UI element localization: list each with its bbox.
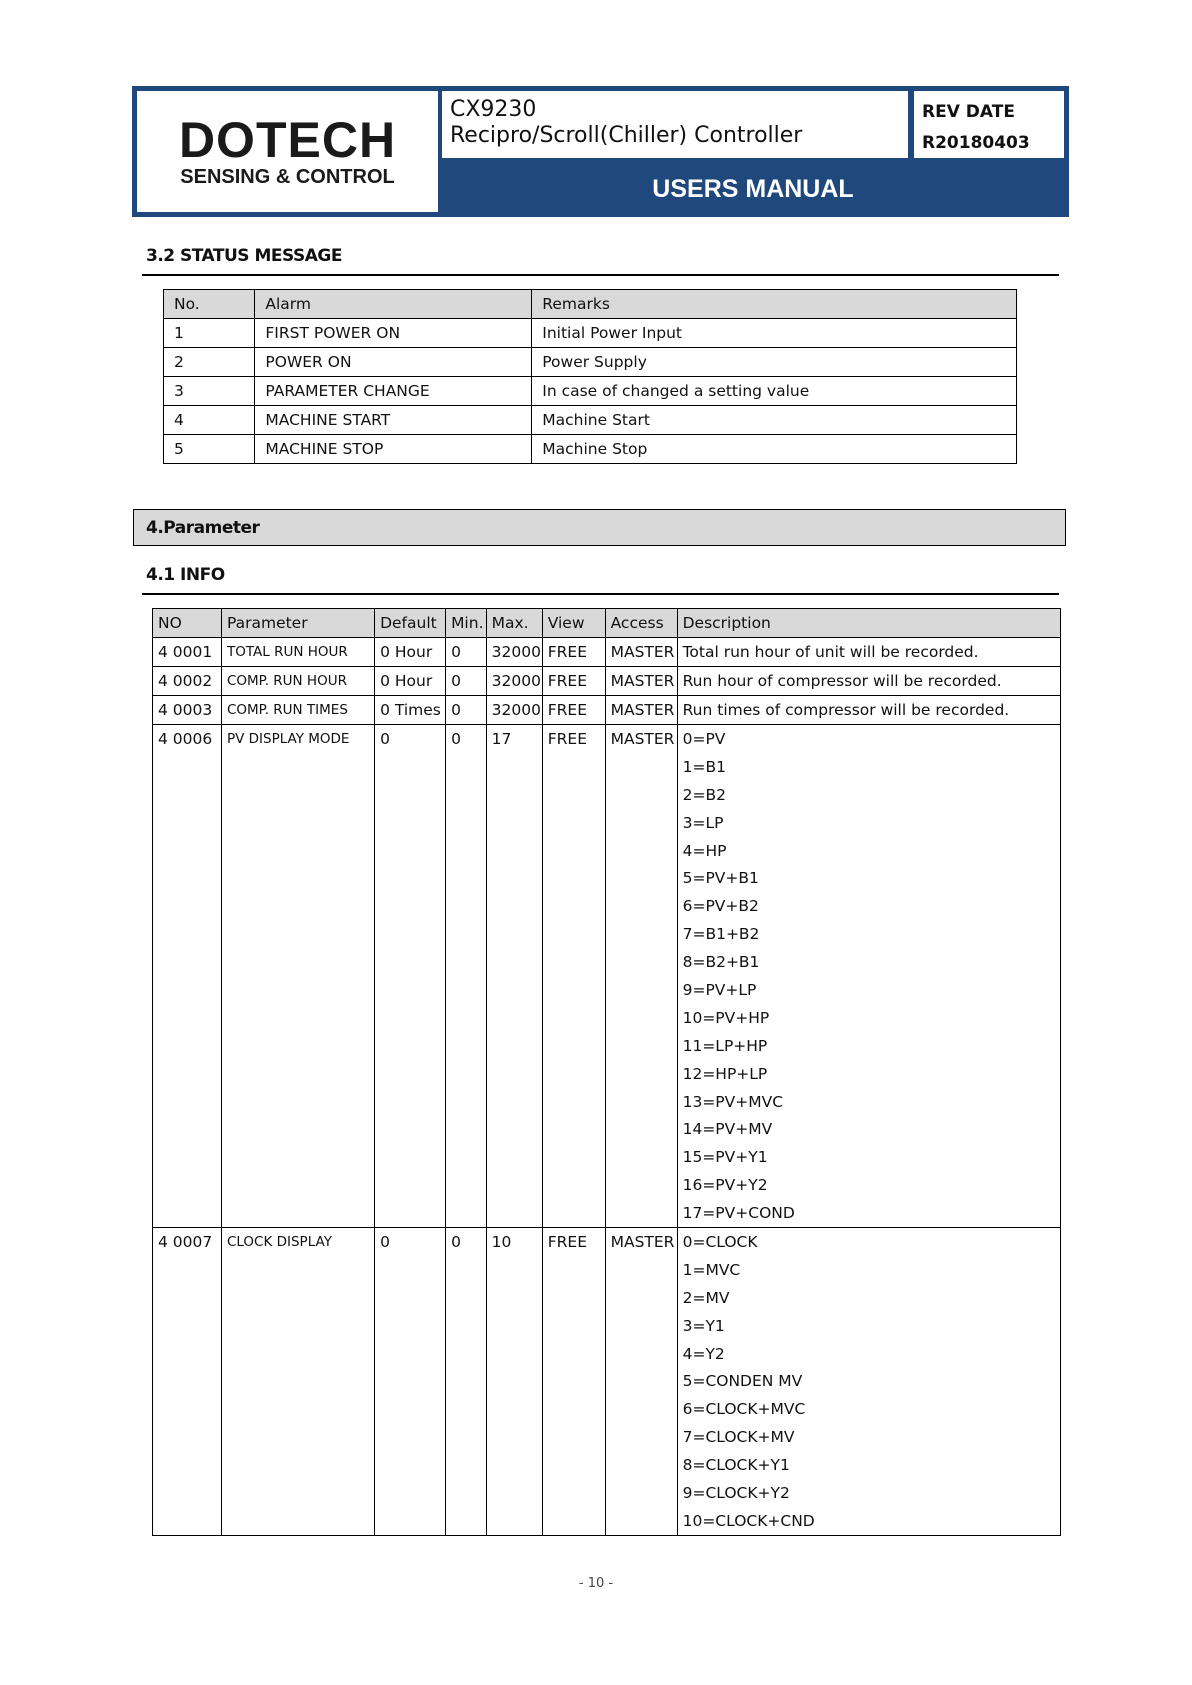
param-view: FREE [542,1228,605,1536]
description-line: 2=B2 [682,785,726,804]
param-default: 0 Times [375,696,446,725]
section-bar-parameter: 4.Parameter [133,509,1066,546]
param-name: PV DISPLAY MODE [221,725,374,1228]
table-cell: 1 [164,319,255,348]
section-heading-status: 3.2 STATUS MESSAGE [146,246,342,266]
section-heading-info: 4.1 INFO [146,565,225,585]
table-row [153,638,1061,667]
column-header: No. [164,290,255,319]
model-name: CX9230 [450,97,537,122]
description-line: 0=CLOCK [682,1233,758,1252]
param-access: MASTER [605,725,677,1228]
table-cell: 3 [164,377,255,406]
table-cell: Initial Power Input [532,319,1017,348]
table-row [164,348,1017,377]
param-description [677,667,1060,696]
param-view: FREE [542,725,605,1228]
description-line: Run times of compressor will be recorded. [682,701,1010,719]
title-box [442,91,908,158]
table-cell: 5 [164,435,255,464]
divider [142,274,1059,276]
param-description [677,725,1060,1228]
description-line: 10=CLOCK+CND [682,1511,815,1530]
param-description [677,696,1060,725]
column-header: Remarks [532,290,1017,319]
param-access: MASTER [605,667,677,696]
divider [142,593,1059,595]
description-line: 8=B2+B1 [682,953,760,972]
column-header: Parameter [221,609,374,638]
table-cell: Power Supply [532,348,1017,377]
description-line: 3=Y1 [682,1316,725,1335]
description-line: 2=MV [682,1288,730,1307]
table-cell: In case of changed a setting value [532,377,1017,406]
description-line: 3=LP [682,813,724,832]
table-cell: Machine Stop [532,435,1017,464]
description-line: 12=HP+LP [682,1064,768,1083]
description-line: 1=MVC [682,1260,741,1279]
column-header: Max. [486,609,542,638]
description-line: 5=CONDEN MV [682,1372,803,1391]
param-min: 0 [446,1228,487,1536]
parameter-table [152,608,1061,1536]
description-line: 0=PV [682,730,726,748]
param-view: FREE [542,638,605,667]
description-line: 15=PV+Y1 [682,1148,768,1167]
company-logo [137,91,438,212]
table-cell: 4 [164,406,255,435]
table-row [153,725,1061,1228]
param-name: CLOCK DISPLAY [221,1228,374,1536]
product-name: Recipro/Scroll(Chiller) Controller [450,123,803,148]
column-header: Description [677,609,1060,638]
param-max: 17 [486,725,542,1228]
param-min: 0 [446,667,487,696]
table-cell: MACHINE START [255,406,532,435]
rev-label: REV DATE [922,102,1015,122]
rev-value: R20180403 [922,133,1030,153]
param-view: FREE [542,667,605,696]
description-line: 6=PV+B2 [682,897,759,916]
logo-subtext: SENSING & CONTROL [180,166,395,188]
description-line: 8=CLOCK+Y1 [682,1456,790,1475]
description-line: 6=CLOCK+MVC [682,1400,806,1419]
param-default: 0 [375,725,446,1228]
table-cell: PARAMETER CHANGE [255,377,532,406]
param-max: 32000 [486,667,542,696]
column-header: Default [375,609,446,638]
table-row [164,377,1017,406]
param-name: COMP. RUN TIMES [221,696,374,725]
page-number: - 10 - [578,1576,614,1591]
param-description [677,1228,1060,1536]
param-view: FREE [542,696,605,725]
revision-box [914,91,1064,158]
column-header: Min. [446,609,487,638]
description-line: 7=CLOCK+MV [682,1428,795,1447]
table-cell: POWER ON [255,348,532,377]
table-cell: MACHINE STOP [255,435,532,464]
table-row [153,696,1061,725]
description-line: 4=Y2 [682,1344,725,1363]
param-access: MASTER [605,1228,677,1536]
param-min: 0 [446,696,487,725]
param-default: 0 Hour [375,667,446,696]
description-line: 5=PV+B1 [682,869,759,888]
description-line: 7=B1+B2 [682,925,760,944]
param-max: 32000 [486,638,542,667]
column-header: View [542,609,605,638]
param-default: 0 [375,1228,446,1536]
param-min: 0 [446,725,487,1228]
column-header: Alarm [255,290,532,319]
description-line: Total run hour of unit will be recorded. [682,643,979,661]
page-header [132,86,1069,217]
param-max: 10 [486,1228,542,1536]
param-max: 32000 [486,696,542,725]
table-row [164,319,1017,348]
table-row [153,667,1061,696]
param-no: 4 0002 [153,667,222,696]
description-line: 17=PV+COND [682,1204,795,1223]
column-header: Access [605,609,677,638]
param-name: TOTAL RUN HOUR [221,638,374,667]
param-access: MASTER [605,638,677,667]
description-line: 9=CLOCK+Y2 [682,1484,790,1503]
param-no: 4 0003 [153,696,222,725]
description-line: 14=PV+MV [682,1120,773,1139]
table-header-row [164,290,1017,319]
table-cell: Machine Start [532,406,1017,435]
param-name: COMP. RUN HOUR [221,667,374,696]
description-line: Run hour of compressor will be recorded. [682,672,1002,690]
param-no: 4 0001 [153,638,222,667]
description-line: 11=LP+HP [682,1036,768,1055]
description-line: 9=PV+LP [682,981,757,1000]
description-line: 13=PV+MVC [682,1092,784,1111]
status-table [163,289,1017,464]
table-row [153,1228,1061,1536]
table-cell: 2 [164,348,255,377]
logo-text: DOTECH [178,112,397,168]
param-no: 4 0006 [153,725,222,1228]
description-line: 16=PV+Y2 [682,1176,768,1195]
param-no: 4 0007 [153,1228,222,1536]
param-default: 0 Hour [375,638,446,667]
column-header: NO [153,609,222,638]
description-line: 10=PV+HP [682,1008,770,1027]
table-row [164,435,1017,464]
description-line: 4=HP [682,841,727,860]
table-cell: FIRST POWER ON [255,319,532,348]
table-row [164,406,1017,435]
param-min: 0 [446,638,487,667]
param-description [677,638,1060,667]
manual-title: USERS MANUAL [652,175,854,203]
param-access: MASTER [605,696,677,725]
table-header-row [153,609,1061,638]
description-line: 1=B1 [682,757,726,776]
